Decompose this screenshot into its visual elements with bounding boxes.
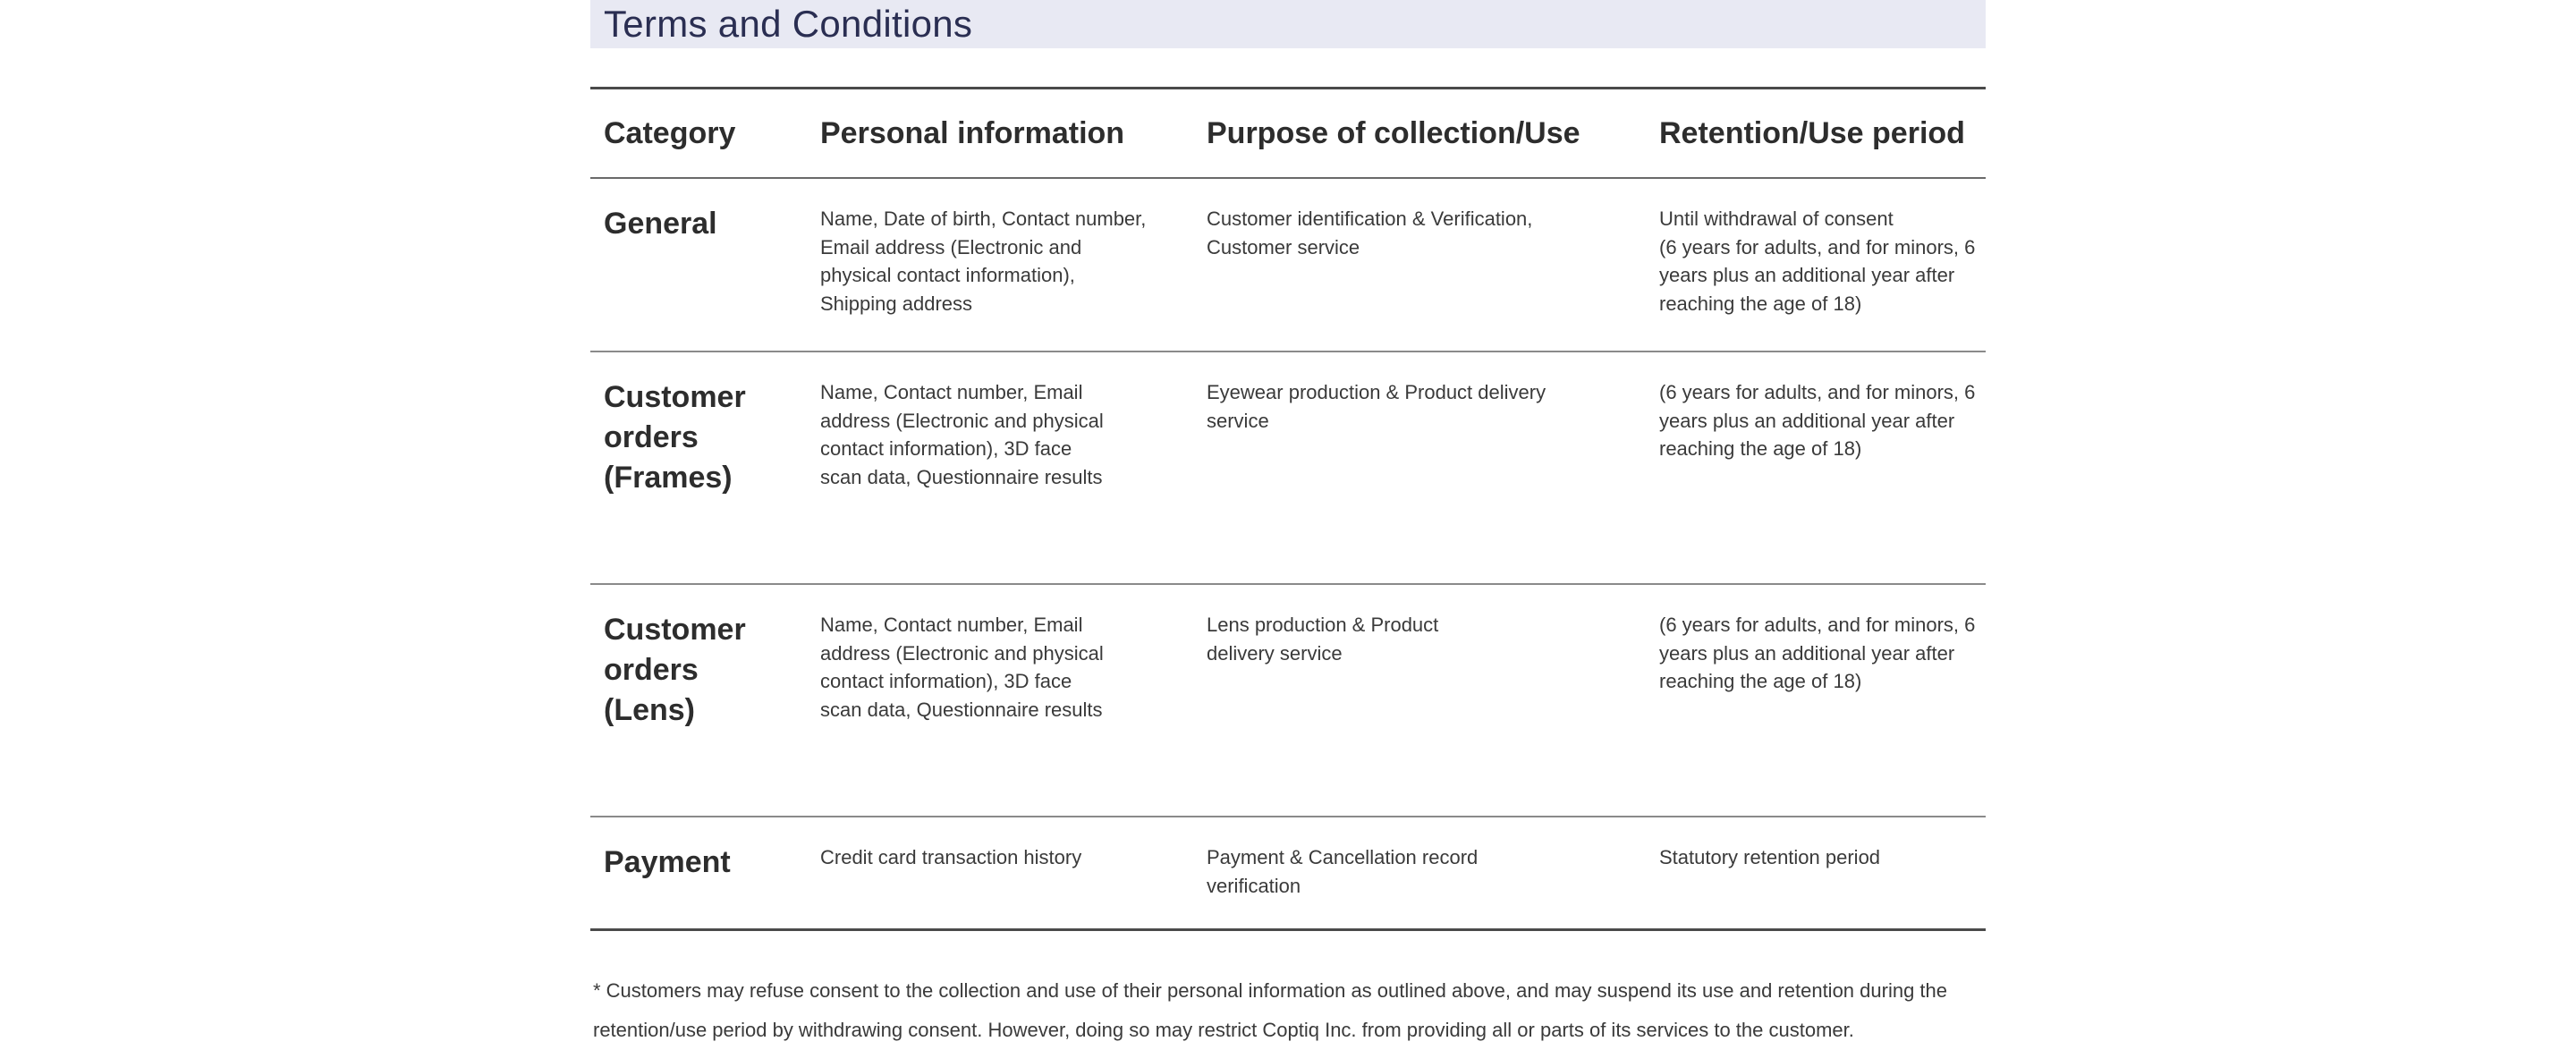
data-retention-table — [590, 87, 1986, 931]
row-personal-info: Name, Date of birth, Contact number, Email address (Electronic and physical contact information), Shipping address — [820, 207, 1147, 315]
row-category: Customer orders (Lens) — [604, 613, 746, 727]
row-purpose: Customer identification & Verification, Customer service — [1207, 207, 1533, 258]
table-row — [590, 584, 1986, 817]
header-personal-information: Personal information — [820, 115, 1125, 150]
table-row — [590, 351, 1986, 584]
row-retention: Statutory retention period — [1659, 846, 1881, 868]
title-bar — [590, 0, 1986, 48]
row-personal-info: Name, Contact number, Email address (Electronic and physical contact information), 3D face scan data, Questionnaire results — [820, 381, 1104, 488]
terms-section — [590, 0, 1986, 1050]
table-row — [590, 817, 1986, 929]
row-retention: Until withdrawal of consent (6 years for adults, and for minors, 6 years plus an additional year after reaching the age of 18) — [1659, 207, 1976, 315]
row-retention: (6 years for adults, and for minors, 6 years plus an additional year after reaching the age of 18) — [1659, 614, 1976, 692]
header-category: Category — [604, 115, 736, 150]
row-purpose: Eyewear production & Product delivery service — [1207, 381, 1546, 432]
table-row — [590, 178, 1986, 351]
table-header-row — [590, 89, 1986, 179]
row-category: Customer orders (Frames) — [604, 380, 746, 495]
row-category: General — [604, 207, 717, 241]
footnote: * Customers may refuse consent to the collection and use of their personal information as outlined above, and may suspend its use and retention during the retention/use period by withdrawing consent. However, doing so may restrict Coptiq Inc. from providing all or parts of its services to the customer. — [593, 978, 1948, 1041]
row-category: Payment — [604, 845, 731, 879]
header-retention-period: Retention/Use period — [1659, 115, 1965, 150]
page-title: Terms and Conditions — [604, 3, 973, 45]
header-purpose: Purpose of collection/Use — [1207, 115, 1580, 150]
row-personal-info: Credit card transaction history — [820, 846, 1082, 868]
row-purpose: Lens production & Product delivery service — [1207, 614, 1439, 665]
row-retention: (6 years for adults, and for minors, 6 years plus an additional year after reaching the age of 18) — [1659, 381, 1976, 460]
row-purpose: Payment & Cancellation record verification — [1207, 846, 1479, 897]
row-personal-info: Name, Contact number, Email address (Electronic and physical contact information), 3D face scan data, Questionnaire results — [820, 614, 1104, 721]
